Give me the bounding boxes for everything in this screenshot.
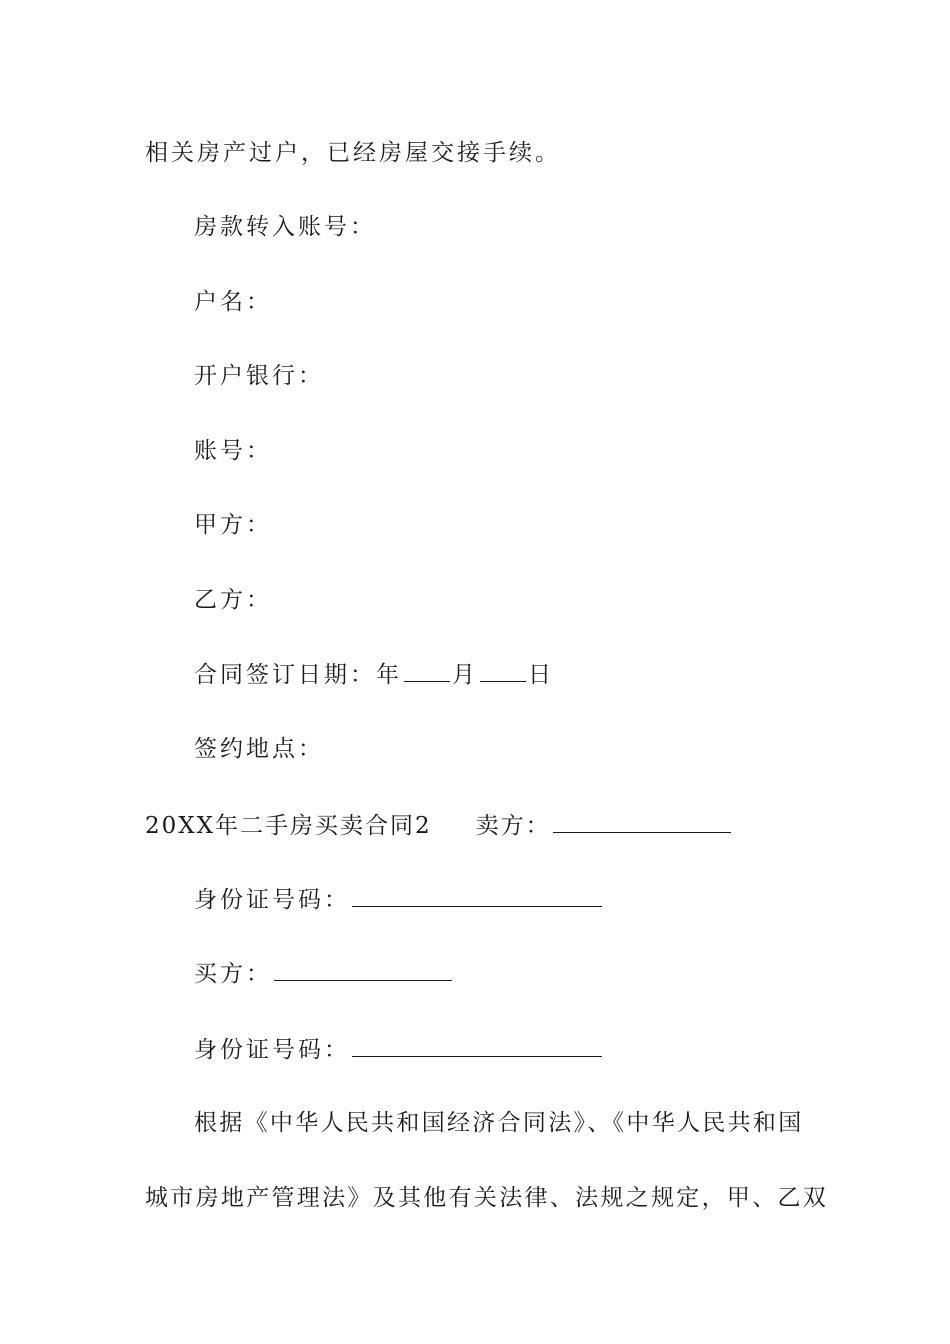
seller-id-line <box>194 884 604 915</box>
seller-blank <box>553 810 731 833</box>
party-b-label: 乙方： <box>194 587 272 613</box>
account-name-label: 户名： <box>194 289 272 315</box>
sign-place-label: 签约地点： <box>194 736 324 762</box>
party-a-label: 甲方： <box>194 512 272 538</box>
buyer-label: 买方： <box>194 961 272 987</box>
paragraph-line: 根据《中华人民共和国经济合同法》、《中华人民共和国 <box>194 1110 804 1136</box>
paragraph-line: 相关房产过户，已经房屋交接手续。 <box>145 140 561 166</box>
buyer-id-line <box>194 1034 604 1065</box>
sign-date-line <box>194 659 554 690</box>
paragraph-line: 城市房地产管理法》及其他有关法律、法规之规定，甲、乙双 <box>145 1185 829 1211</box>
sign-date-label: 合同签订日期：年 <box>194 662 402 688</box>
buyer-id-blank <box>352 1034 602 1057</box>
day-blank <box>480 659 526 682</box>
account-heading: 房款转入账号： <box>194 214 376 240</box>
month-label: 月 <box>452 662 478 688</box>
buyer-line <box>194 958 454 989</box>
buyer-id-label: 身份证号码： <box>194 1037 350 1063</box>
seller-label: 卖方： <box>475 813 551 839</box>
account-number-label: 账号： <box>194 438 272 464</box>
contract-title-line <box>145 810 733 841</box>
day-label: 日 <box>528 662 554 688</box>
month-blank <box>404 659 450 682</box>
bank-label: 开户银行： <box>194 363 324 389</box>
seller-id-blank <box>352 884 602 907</box>
seller-id-label: 身份证号码： <box>194 887 350 913</box>
buyer-blank <box>274 958 452 981</box>
contract-title: 20XX年二手房买卖合同2 <box>145 813 432 839</box>
